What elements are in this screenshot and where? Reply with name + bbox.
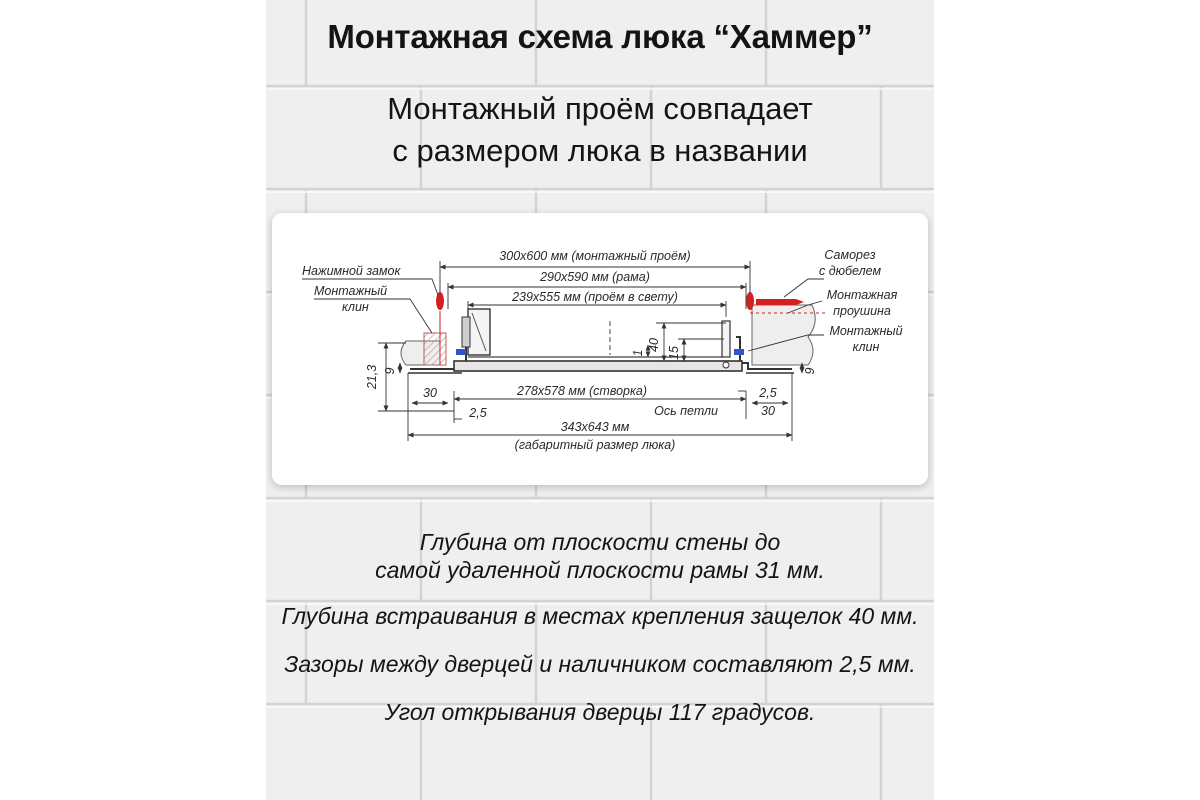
right-wedge-label-1: Монтажный [829, 324, 903, 338]
installation-diagram-card [272, 213, 928, 485]
dim-21-3: 21,3 [365, 364, 379, 390]
door-leaf [454, 361, 742, 371]
dim-opening-label: 300x600 мм (монтажный проём) [499, 249, 691, 263]
screw-with-dowel [756, 299, 796, 305]
tiled-background-panel [266, 0, 934, 800]
dim-40: 40 [647, 338, 661, 352]
screw-label-2: с дюбелем [818, 264, 882, 278]
hinge-axis-marker [723, 362, 729, 368]
page-title: Монтажная схема люка “Хаммер” [327, 18, 873, 55]
dim-2-5-right: 2,5 [759, 386, 777, 400]
note-embedding-depth: Глубина встраивания в местах крепления защелок 40 мм. [281, 603, 919, 629]
dim-9-right: 9 [803, 367, 817, 375]
subtitle-line-1: Монтажный проём совпадает [387, 91, 813, 126]
dim-overall-label-2: (габаритный размер люка) [514, 438, 676, 452]
note-depth-line-1: Глубина от плоскости стены до [419, 529, 781, 555]
subtitle [266, 88, 934, 172]
note-depth-line-2: самой удаленной плоскости рамы 31 мм. [375, 557, 825, 583]
installation-diagram [272, 213, 928, 485]
dim-clear-label: 239x555 мм (проём в свету) [512, 290, 678, 304]
dim-2-5-left: 2,5 [469, 406, 487, 420]
screw-tip [796, 299, 804, 305]
dim-1: 1 [631, 349, 645, 357]
left-red-clip [436, 292, 444, 310]
dim-sash-label: 278x578 мм (створка) [516, 384, 648, 398]
left-wedge-label-2: клин [342, 300, 369, 314]
dim-30-left: 30 [423, 386, 437, 400]
screw-label-1: Саморез [824, 248, 876, 262]
push-lock-plate [462, 317, 470, 347]
left-wedge-label-1: Монтажный [314, 284, 388, 298]
right-seal [734, 349, 744, 355]
right-red-clip [746, 292, 754, 310]
note-opening-angle: Угол открывания дверцы 117 градусов. [384, 699, 816, 725]
left-seal [456, 349, 466, 355]
lug-label-1: Монтажная [826, 288, 898, 302]
dim-30-right: 30 [761, 404, 775, 418]
dim-9-left: 9 [383, 367, 397, 375]
lug-label-2: проушина [833, 304, 891, 318]
dim-overall-label-1: 343x643 мм [560, 420, 630, 434]
push-lock-label: Нажимной замок [302, 264, 401, 278]
note-depth [266, 528, 934, 584]
left-wedge [424, 333, 446, 365]
right-wall-section [752, 305, 815, 365]
dim-frame-label: 290x590 мм (рама) [540, 270, 650, 284]
right-wedge-label-2: клин [852, 340, 880, 354]
subtitle-line-2: с размером люка в названии [392, 133, 808, 168]
dim-15: 15 [667, 346, 681, 360]
hinge-axis-label: Ось петли [654, 404, 718, 418]
note-gaps: Зазоры между дверцей и наличником составляют 2,5 мм. [284, 651, 916, 677]
